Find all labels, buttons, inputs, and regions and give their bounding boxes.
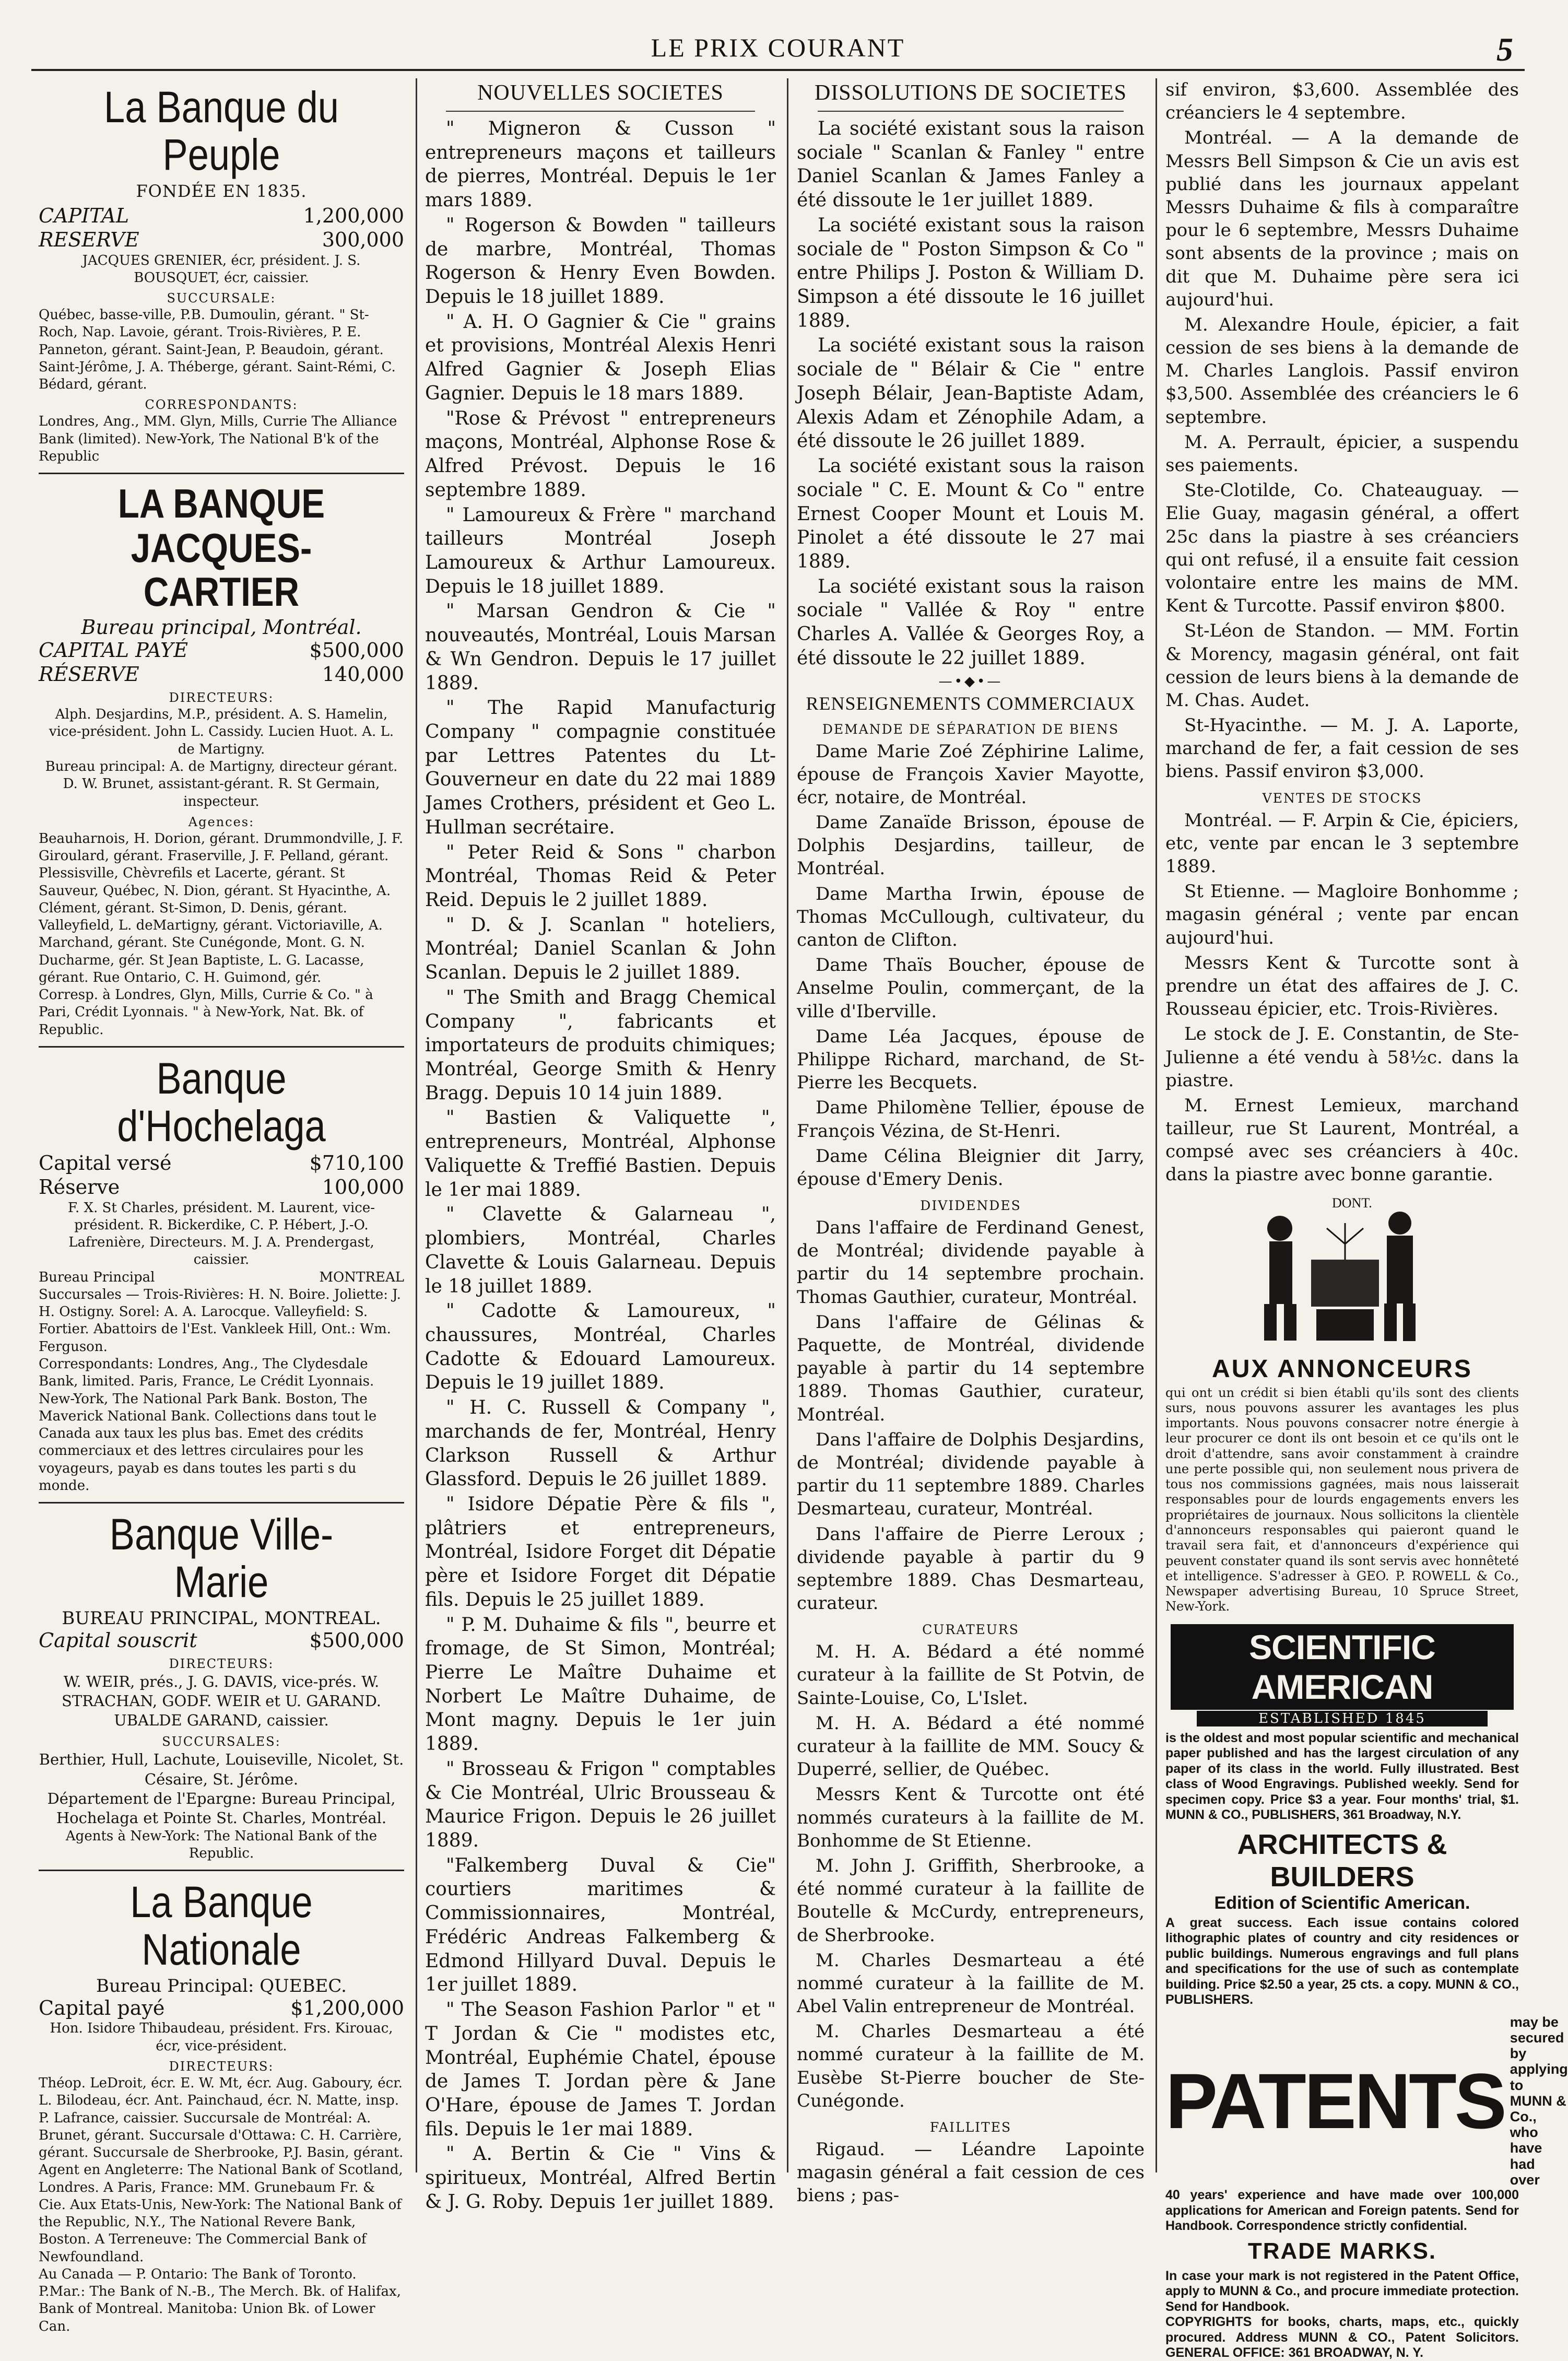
separation-entry: Dame Marie Zoé Zéphirine Lalime, épouse de François Xavier Mayotte, écr, notaire, de Montréal. bbox=[797, 741, 1145, 808]
bank-officers: Hon. Isidore Thibaudeau, président. Frs. Kirouac, écr, vice-président. bbox=[50, 2021, 393, 2054]
stock-sale-entry: Le stock de J. E. Constantin, de Ste-Julienne a été vendu à 58½c. dans la piastre. bbox=[1165, 1024, 1519, 1091]
company-entry: " Peter Reid & Sons " charbon Montréal, Thomas Reid & Peter Reid. Depuis le 2 juillet 1889. bbox=[425, 841, 776, 911]
dissolutions-list bbox=[797, 117, 1145, 671]
section-label: SUCCURSALE: bbox=[167, 291, 276, 306]
correspondents-list: Correspondants: Londres, Ang., The Clydesdale Bank, limited. Paris, France, Le Crédit Lyonnais. New-York, The National Park Bank. Boston, The Maverick National Bank. Collections dans tout le Canada aux taux les plus bas. Emet des crédits commerciaux et des lettres circulaires pour les voyageurs, payab es dans toutes les parti s du monde. bbox=[39, 1356, 377, 1494]
bank-subtitle: BUREAU PRINCIPAL, MONTREAL. bbox=[62, 1607, 381, 1629]
section-title: RENSEIGNEMENTS COMMERCIAUX bbox=[806, 692, 1136, 714]
patents-header bbox=[1165, 2014, 1568, 2188]
section-title: NOUVELLES SOCIETES bbox=[477, 81, 724, 105]
company-entry: " Migneron & Cusson " entrepreneurs maçons et tailleurs de pierres, Montréal. Depuis le 1er mars 1889. bbox=[425, 118, 776, 212]
column-advertisements bbox=[1158, 78, 1568, 2360]
capital-label: Capital payé bbox=[39, 1996, 165, 2019]
divider bbox=[818, 111, 1124, 112]
capital-row bbox=[39, 1629, 404, 1653]
divider bbox=[39, 1502, 404, 1503]
capital-value: $1,200,000 bbox=[290, 1996, 404, 2019]
divider bbox=[39, 473, 404, 474]
separation-entry: Dame Martha Irwin, épouse de Thomas McCullough, cultivateur, du canton de Clifton. bbox=[797, 883, 1145, 951]
capital-label: Capital souscrit bbox=[39, 1628, 197, 1652]
branch-list: Berthier, Hull, Lachute, Louiseville, Nicolet, St. Césaire, St. Jérôme. bbox=[39, 1751, 404, 1788]
reserve-label: RÉSERVE bbox=[39, 662, 139, 686]
reserve-label: RESERVE bbox=[39, 228, 139, 252]
separation-entry: Dame Célina Bleignier dit Jarry, épouse d'Emery Denis. bbox=[797, 1145, 1145, 1190]
page-header bbox=[31, 32, 1525, 69]
company-entry: " Lamoureux & Frère " marchand tailleurs Montréal Joseph Lamoureux & Arthur Lamoureux. Depuis le 18 juillet 1889. bbox=[425, 504, 776, 597]
ad-title: PATENTS bbox=[1165, 2057, 1505, 2145]
curator-entry: M. John J. Griffith, Sherbrooke, a été nommé curateur à la faillite de Boutelle & McCurdy, entrepreneurs, de Sherbrooke. bbox=[797, 1855, 1145, 1946]
newspaper-title: LE PRIX COURANT bbox=[651, 33, 905, 62]
stock-sale-entry: Messrs Kent & Turcotte sont à prendre un état des affaires de J. C. Rousseau épicier, etc. Trois-Rivières. bbox=[1165, 952, 1519, 1020]
divider bbox=[39, 1870, 404, 1871]
company-entry: " The Smith and Bragg Chemical Company ", fabricants et importateurs de produits chimiques; Montréal, George Smith & Henry Bragg. Depuis 10 14 juin 1889. bbox=[425, 986, 776, 1104]
reserve-label: Réserve bbox=[39, 1175, 120, 1199]
divider bbox=[39, 1046, 404, 1048]
branch-list: Succursales — Trois-Rivières: H. N. Boire. Joliette: J. H. Ostigny. Sorel: A. A. Larocque. Valleyfield: S. Fortier. Abattoirs de l'Est. Vankleek Hill, Ont.: Wm. Ferguson. bbox=[39, 1286, 401, 1355]
curator-entry: M. H. A. Bédard a été nommé curateur à la faillite de St Potvin, de Sainte-Louise, Co, L'Islet. bbox=[797, 1641, 1145, 1709]
separations-list bbox=[797, 740, 1145, 1191]
section-label: CORRESPONDANTS: bbox=[145, 397, 298, 413]
bank-officers: JACQUES GRENIER, écr, président. J. S. BOUSQUET, écr, caissier. bbox=[82, 252, 361, 286]
correspondents-list: Corresp. à Londres, Glyn, Mills, Currie & Co. " à Pari, Crédit Lyonnais. " à New-York, Nat. Bk. of Republic. bbox=[39, 987, 373, 1038]
faillite-entry: Ste-Clotilde, Co. Chateauguay. — Elie Guay, magasin général, a offert 25c dans la piastre à ses créanciers qui ont refusé, il a ensuite fait cession volontaire entre les mains de MM. Kent & Turcotte. Passif environ $800. bbox=[1165, 480, 1519, 617]
company-entry: "Falkemberg Duval & Cie" courtiers maritimes & Commissionnaires, Montréal, Frédéric Andreas Falkemberg & Edmond Hillyard Duval. Depuis le 1er juillet 1889. bbox=[425, 1854, 776, 1996]
entries-list bbox=[425, 117, 776, 2214]
new-york-agents: Agents à New-York: The National Bank of the Republic. bbox=[65, 1828, 378, 1862]
company-entry: " The Rapid Manufacturig Company " compagnie constituée par Lettres Patentes du Lt-Gouverneur en date du 22 mai 1889 James Crothers, président et Geo L. Hullman secrétaire. bbox=[425, 697, 776, 838]
bank-subtitle: Bureau Principal: QUEBEC. bbox=[96, 1975, 347, 1996]
reserve-row bbox=[39, 663, 404, 687]
curators-list bbox=[797, 1640, 1145, 2112]
capital-row bbox=[39, 1152, 404, 1176]
capital-value: $500,000 bbox=[309, 638, 404, 662]
scientific-american-ad bbox=[1165, 1624, 1519, 1823]
subsection-title: DIVIDENDES bbox=[920, 1198, 1021, 1214]
ad-side-text: may be secured by applying to MUNN & Co., who have had over bbox=[1510, 2014, 1568, 2188]
bank-founded: FONDÉE EN 1835. bbox=[136, 181, 307, 202]
company-entry: " Brosseau & Frigon " comptables & Cie Montréal, Ulric Brousseau & Maurice Frigon. Depuis le 26 juillet 1889. bbox=[425, 1758, 776, 1852]
company-entry: " Rogerson & Bowden " tailleurs de marbre, Montréal, Thomas Rogerson & Henry Even Bowden. Depuis le 18 juillet 1889. bbox=[425, 214, 776, 308]
company-entry: " The Season Fashion Parlor " et " T Jordan & Cie " modistes etc, Montréal, Euphémie Chatel, épouse de James T. Jordan père & Jane O'Hare, épouse de James T. Jordan fils. Depuis le 1er mai 1889. bbox=[425, 1999, 776, 2140]
capital-label: Capital versé bbox=[39, 1152, 172, 1175]
stock-sale-entry: M. Ernest Lemieux, marchand tailleur, rue St Laurent, Montréal, a compsé avec ses créanciers à 40c. dans la piastre avec bonne garantie. bbox=[1165, 1095, 1519, 1185]
section-label: DIRECTEURS: bbox=[169, 1657, 274, 1672]
dividend-entry: Dans l'affaire de Ferdinand Genest, de Montréal; dividende payable à partir du 14 septembre prochain. Thomas Gauthier, curateur, Montréal. bbox=[797, 1217, 1145, 1308]
bank-ad-hochelaga bbox=[39, 1055, 404, 1495]
company-entry: " Cadotte & Lamoureux, " chaussures, Montréal, Charles Cadotte & Edouard Lamoureux. Depuis le 19 juillet 1889. bbox=[425, 1300, 776, 1394]
correspondents-list: Londres, Ang., MM. Glyn, Mills, Currie The Alliance Bank (limited). New-York, The National B'k of the Republic bbox=[39, 414, 397, 465]
reserve-value: 100,000 bbox=[322, 1175, 404, 1199]
head-office: Bureau principal: A. de Martigny, directeur gérant. D. W. Brunet, assistant-gérant. R. St Germain, inspecteur. bbox=[45, 758, 398, 809]
dividends-list bbox=[797, 1216, 1145, 1615]
company-entry: " Isidore Dépatie Père & fils ", plâtriers et entrepreneurs, Montréal, Isidore Forget dit Dépatie père et Isidore Forget dit Dépatie fils. Depuis le 25 juillet 1889. bbox=[425, 1493, 776, 1611]
curator-entry: M. Charles Desmarteau a été nommé curateur à la faillite de M. Abel Valin entrepreneur de Montréal. bbox=[797, 1949, 1145, 2017]
company-entry: " H. C. Russell & Company ", marchands de fer, Montréal, Henry Clarkson Russell & Arthur Glassford. Depuis le 26 juillet 1889. bbox=[425, 1397, 776, 1490]
dissolution-entry: La société existant sous la raison sociale de " Bélair & Cie " entre Joseph Bélair, Jean-Baptiste Adam, Alexis Adam et Zénophile Adam, a été dissoute le 26 juillet 1889. bbox=[797, 335, 1145, 452]
company-entry: " A. Bertin & Cie " Vins & spiritueux, Montréal, Alfred Bertin & J. G. Roby. Depuis 1er juillet 1889. bbox=[425, 2143, 776, 2213]
agencies-list: Beauharnois, H. Dorion, gérant. Drummondville, J. F. Giroulard, gérant. Fraserville, J. F. Pelland, gérant. Plessisville, Chèvrefils et Lacerte, gérant. St Sauveur, Québec, N. Dion, gérant. St Hyacinthe, A. Clément, gérant. St-Simon, D. Denis, gérant. Valleyfield, L. deMartigny, gérant. Victoriaville, A. Marchand, gérant. Ste Cunégonde, Mont. G. N. Ducharme, gér. St Jean Baptiste, L. G. Lacasse, gérant. Rue Ontario, C. H. Guimond, gér. bbox=[39, 830, 404, 985]
stock-sale-entry: St Etienne. — Magloire Bonhomme ; magasin général ; vente par encan aujourd'hui. bbox=[1165, 881, 1519, 948]
directors-list: Alph. Desjardins, M.P., président. A. S. Hamelin, vice-président. John L. Cassidy. Lucien Huot. A. L. de Martigny. bbox=[49, 707, 394, 757]
ad-banner: SCIENTIFIC AMERICAN bbox=[1171, 1624, 1514, 1710]
dissolution-entry: La société existant sous la raison sociale " Scanlan & Fanley " entre Daniel Scanlan & James Fanley a été dissoute le 1er juillet 1889. bbox=[797, 118, 1145, 212]
company-entry: " Bastien & Valiquette ", entrepreneurs, Montréal, Alphonse Valiquette & Treffié Bastien. Depuis le 1er mai 1889. bbox=[425, 1107, 776, 1201]
ad-body: A great success. Each issue contains colored lithographic plates of country and city residences or public buildings. Numerous engravings and full plans and specifications for the use of such as contemplate building. Price $2.50 a year, 25 cts. a copy. MUNN & CO., PUBLISHERS. bbox=[1165, 1915, 1519, 2007]
section-label: DIRECTEURS: bbox=[169, 690, 274, 706]
reserve-value: 140,000 bbox=[322, 662, 404, 686]
faillite-entry: St-Léon de Standon. — MM. Fortin & Morency, magasin général, ont fait cession de leurs biens à la demande de M. Chas. Audet. bbox=[1165, 620, 1519, 711]
subsection-title: FAILLITES bbox=[929, 2120, 1012, 2135]
patents-ad bbox=[1165, 2014, 1568, 2361]
column-divider bbox=[416, 78, 417, 2172]
column-nouvelles-societes bbox=[418, 78, 783, 2213]
company-entry: " P. M. Duhaime & fils ", beurre et fromage, de St Simon, Montréal; Pierre Le Maître Duhaime et Norbert Le Maître Duhaime, de Mont magny. Depuis le 1er juin 1889. bbox=[425, 1614, 776, 1755]
bank-officers: F. X. St Charles, président. M. Laurent, vice-président. R. Bickerdike, C. P. Hébert, J.-O. Lafrenière, Directeurs. M. J. A. Prendergast, caissier. bbox=[67, 1200, 375, 1268]
advertisers-ad bbox=[1165, 1192, 1519, 1615]
branch-list: Québec, basse-ville, P.B. Dumoulin, gérant. " St-Roch, Nap. Lavoie, gérant. Trois-Rivières, P. E. Panneton, gérant. Saint-Jean, P. Beaudoin, gérant. Saint-Jérôme, J. A. Théberge, gérant. Saint-Rémi, C. Bédard, gérant. bbox=[39, 307, 396, 393]
bank-ad-jacques-cartier bbox=[39, 481, 404, 1039]
column-dissolutions bbox=[789, 78, 1152, 2206]
head-office-city: MONTREAL bbox=[319, 1269, 404, 1285]
company-entry: "Rose & Prévost " entrepreneurs maçons, Montréal, Alphonse Rose & Alfred Prévost. Depuis le 16 septembre 1889. bbox=[425, 407, 776, 501]
page-number: 5 bbox=[1496, 31, 1513, 68]
ad-established: ESTABLISHED 1845 bbox=[1197, 1711, 1488, 1726]
section-title: DISSOLUTIONS DE SOCIETES bbox=[814, 81, 1127, 105]
ad-body: In case your mark is not registered in the Patent Office, apply to MUNN & Co., and procure immediate protection. Send for Handbook. bbox=[1165, 2268, 1519, 2314]
reserve-row bbox=[39, 228, 404, 252]
directors-list: Théop. LeDroit, écr. E. W. Mt, écr. Aug. Gaboury, écr. L. Bilodeau, écr. Ant. Painchaud, écr. N. Matte, insp. P. Lafrance, caissier. Succursale de Montréal: A. Brunet, gérant. Succursale d'Ottawa: C. H. Carrière, gérant. Succursale de Sherbrooke, P.J. Basin, gérant. bbox=[39, 2075, 404, 2161]
capital-value: 1,200,000 bbox=[303, 204, 404, 228]
column-banks bbox=[31, 78, 411, 2334]
dissolution-entry: La société existant sous la raison sociale " Vallée & Roy " entre Charles A. Vallée & Georges Roy, a été dissoute le 22 juillet 1889. bbox=[797, 575, 1145, 669]
ad-title: AUX ANNONCEURS bbox=[1212, 1355, 1472, 1383]
dividend-entry: Dans l'affaire de Pierre Leroux ; dividende payable à partir du 9 septembre 1889. Chas Desmarteau, curateur. bbox=[797, 1523, 1145, 1614]
bank-ad-ville-marie bbox=[39, 1511, 404, 1862]
directors-list: W. WEIR, prés., J. G. DAVIS, vice-prés. W. STRACHAN, GODF. WEIR et U. GARAND. UBALDE GARAND, caissier. bbox=[61, 1673, 382, 1730]
stock-sale-entry: Montréal. — F. Arpin & Cie, épiciers, etc, vente par encan le 3 septembre 1889. bbox=[1165, 809, 1519, 877]
subsection-title: CURATEURS bbox=[922, 1622, 1019, 1638]
divider bbox=[446, 111, 755, 112]
bank-title: LA BANQUE JACQUES-CARTIER bbox=[117, 480, 325, 615]
header-rule bbox=[31, 69, 1525, 71]
dividend-entry: Dans l'affaire de Dolphis Desjardins, de Montréal; dividende payable à partir du 11 septembre 1889. Charles Desmarteau, curateur, Montréal. bbox=[797, 1429, 1145, 1520]
capital-value: $500,000 bbox=[309, 1628, 404, 1652]
dont-label: DONT. bbox=[1331, 1195, 1372, 1211]
capital-row bbox=[39, 204, 404, 228]
ad-title: ARCHITECTS & BUILDERS bbox=[1237, 1828, 1447, 1893]
dissolution-entry: La société existant sous la raison sociale " C. E. Mount & Co " entre Ernest Cooper Mount et Louis M. Pinolet a été dissoute le 27 mai 1889. bbox=[797, 455, 1145, 572]
subsection-title: DEMANDE DE SÉPARATION DE BIENS bbox=[822, 721, 1119, 737]
column-divider bbox=[787, 78, 788, 2172]
company-entry: " Clavette & Galarneau ", plombiers, Montréal, Charles Clavette & Louis Galarneau. Depuis le 18 juillet 1889. bbox=[425, 1204, 776, 1297]
ad-body: is the oldest and most popular scientific and mechanical paper published and has the largest circulation of any paper of its class in the world. Fully illustrated. Best class of Wood Engravings. Published weekly. Send for specimen copy. Price $3 a year. Four months' trial, $1. MUNN & CO., PUBLISHERS, 361 Broadway, N.Y. bbox=[1165, 1730, 1519, 1823]
bank-title: La Banque Nationale bbox=[130, 1877, 313, 1975]
section-label: SUCCURSALES: bbox=[162, 1734, 281, 1749]
bank-subtitle: Bureau principal, Montréal. bbox=[81, 615, 362, 639]
curator-entry: Messrs Kent & Turcotte ont été nommés curateurs à la faillite de M. Bonhomme de St Etienne. bbox=[797, 1784, 1145, 1851]
section-label: Agences: bbox=[188, 814, 255, 829]
stock-sales-list bbox=[1165, 809, 1519, 1187]
faillite-entry: M. A. Perrault, épicier, a suspendu ses paiements. bbox=[1165, 431, 1519, 476]
dissolution-entry: La société existant sous la raison sociale de " Poston Simpson & Co " entre Philips J. Poston & William D. Simpson a été dissoute le 16 juillet 1889. bbox=[797, 214, 1145, 332]
capital-row bbox=[39, 639, 404, 663]
faillite-entry: Rigaud. — Léandre Lapointe magasin général a fait cession de ces biens ; pas- bbox=[797, 2139, 1145, 2206]
canada-agents: Au Canada — P. Ontario: The Bank of Toronto. P.Mar.: The Bank of N.-B., The Merch. Bk. of Halifax, Bank of Montreal. Manitoba: Union Bk. of Lower Can. bbox=[39, 2266, 401, 2334]
separation-entry: Dame Léa Jacques, épouse de Philippe Richard, marchand, de St-Pierre les Becquets. bbox=[797, 1026, 1145, 1094]
agents-list: Agent en Angleterre: The National Bank of Scotland, Londres. A Paris, France: MM. Grunebaum Fr. & Cie. Aux Etats-Unis, New-York: The National Bank of the Republic, N.Y., The National Revere Bank, Boston. A Terreneuve: The Commercial Bank of Newfoundland. bbox=[39, 2162, 403, 2265]
ad-subtitle: Edition of Scientific American. bbox=[1214, 1893, 1470, 1913]
bank-title: La Banque du Peuple bbox=[104, 83, 339, 179]
bank-title: Banque d'Hochelaga bbox=[117, 1053, 326, 1150]
continued-entry: sif environ, $3,600. Assemblée des créanciers le 4 septembre. bbox=[1165, 79, 1519, 124]
faillite-entry: St-Hyacinthe. — M. J. A. Laporte, marchand de fer, a fait cession de ses biens. Passif environ $3,000. bbox=[1165, 715, 1519, 782]
head-office-label: Bureau Principal bbox=[39, 1269, 155, 1285]
architects-builders-ad bbox=[1165, 1828, 1519, 2008]
reserve-value: 300,000 bbox=[322, 228, 404, 252]
subsection-title: VENTES DE STOCKS bbox=[1262, 790, 1422, 806]
bank-title: Banque Ville-Marie bbox=[109, 1510, 334, 1606]
bank-ad-nationale bbox=[39, 1878, 404, 2335]
column-divider bbox=[1156, 78, 1157, 2172]
company-entry: " Marsan Gendron & Cie " nouveautés, Montréal, Louis Marsan & Wn Gendron. Depuis le 17 juillet 1889. bbox=[425, 601, 776, 694]
advertising-illustration bbox=[1233, 1192, 1452, 1348]
company-entry: " A. H. O Gagnier & Cie " grains et provisions, Montréal Alexis Henri Alfred Gagnier & Joseph Elias Gagnier. Depuis le 18 mars 1889. bbox=[425, 311, 776, 404]
dividend-entry: Dans l'affaire de Gélinas & Paquette, de Montréal, dividende payable à partir du 14 septembre 1889. Thomas Gauthier, curateur, Montréal. bbox=[797, 1311, 1145, 1425]
section-label: DIRECTEURS: bbox=[169, 2059, 274, 2074]
ornament-divider: —•◆•— bbox=[938, 673, 1003, 689]
separation-entry: Dame Thaïs Boucher, épouse de Anselme Poulin, commerçant, de la ville d'Iberville. bbox=[797, 955, 1145, 1022]
ad-body: 40 years' experience and have made over 100,000 applications for American and Foreign patents. Send for Handbook. Correspondence strictly confidential. bbox=[1165, 2188, 1519, 2234]
capital-value: $710,100 bbox=[309, 1152, 404, 1175]
capital-label: CAPITAL PAYÉ bbox=[39, 638, 188, 662]
faillite-entry: Montréal. — A la demande de Messrs Bell Simpson & Cie un avis est publié dans les journaux appelant Messrs Duhaime & fils à comparaître pour le 6 septembre, Messrs Duhaime sont absents de la province ; mais on dit que M. Duhaime père sera ici aujourd'hui. bbox=[1165, 127, 1519, 310]
curator-entry: M. Charles Desmarteau a été nommé curateur à la faillite de M. Eusèbe St-Pierre boucher de Ste-Cunégonde. bbox=[797, 2021, 1145, 2111]
curator-entry: M. H. A. Bédard a été nommé curateur à la faillite de MM. Soucy & Duperré, sellier, de Québec. bbox=[797, 1712, 1145, 1780]
head-office-row bbox=[39, 1269, 404, 1286]
ad-body: qui ont un crédit si bien établi qu'ils sont des clients surs, nous pouvons assurer les avantages les plus importants. Nous pouvons consacrer notre énergie à leur procurer ce dont ils ont besoin et ce qu'ils ont le droit d'attendre, sans avoir constamment à craindre une perte possible qui, non seulement nous privera de tous nos commissions gagnées, mais nous laisserait responsables pour de lourds engagements envers les propriétaires de journaux. Nous sollicitons la clientèle d'annonceurs responsables qui paieront quand le travail sera fait, et d'annonceurs d'expérience qui peuvent constater quand ils sont servis avec honnêteté et intelligence. S'adresser à GEO. P. ROWELL & Co., Newspaper advertising Bureau, 10 Spruce Street, New-York. bbox=[1165, 1385, 1519, 1614]
bank-ad-peuple bbox=[39, 84, 404, 465]
separation-entry: Dame Philomène Tellier, épouse de François Vézina, de St-Henri. bbox=[797, 1097, 1145, 1142]
company-entry: " D. & J. Scanlan " hoteliers, Montréal; Daniel Scanlan & John Scanlan. Depuis le 2 juillet 1889. bbox=[425, 914, 776, 984]
ad-subtitle: TRADE MARKS. bbox=[1247, 2238, 1437, 2264]
ad-body: COPYRIGHTS for books, charts, maps, etc., quickly procured. Address MUNN & CO., Patent Solicitors. GENERAL OFFICE: 361 BROADWAY, N. Y. bbox=[1165, 2315, 1519, 2360]
savings-department: Département de l'Epargne: Bureau Principal, Hochelaga et Pointe St. Charles, Montréal. bbox=[47, 1789, 396, 1827]
separation-entry: Dame Zanaïde Brisson, épouse de Dolphis Desjardins, tailleur, de Montréal. bbox=[797, 812, 1145, 879]
faillite-entry: M. Alexandre Houle, épicier, a fait cession de ses biens à la demande de M. Charles Langlois. Passif environ $3,500. Assemblée des créanciers le 6 septembre. bbox=[1165, 314, 1519, 428]
capital-row bbox=[39, 1996, 404, 2021]
capital-label: CAPITAL bbox=[39, 204, 129, 228]
reserve-row bbox=[39, 1176, 404, 1200]
faillites-list bbox=[1165, 126, 1519, 783]
